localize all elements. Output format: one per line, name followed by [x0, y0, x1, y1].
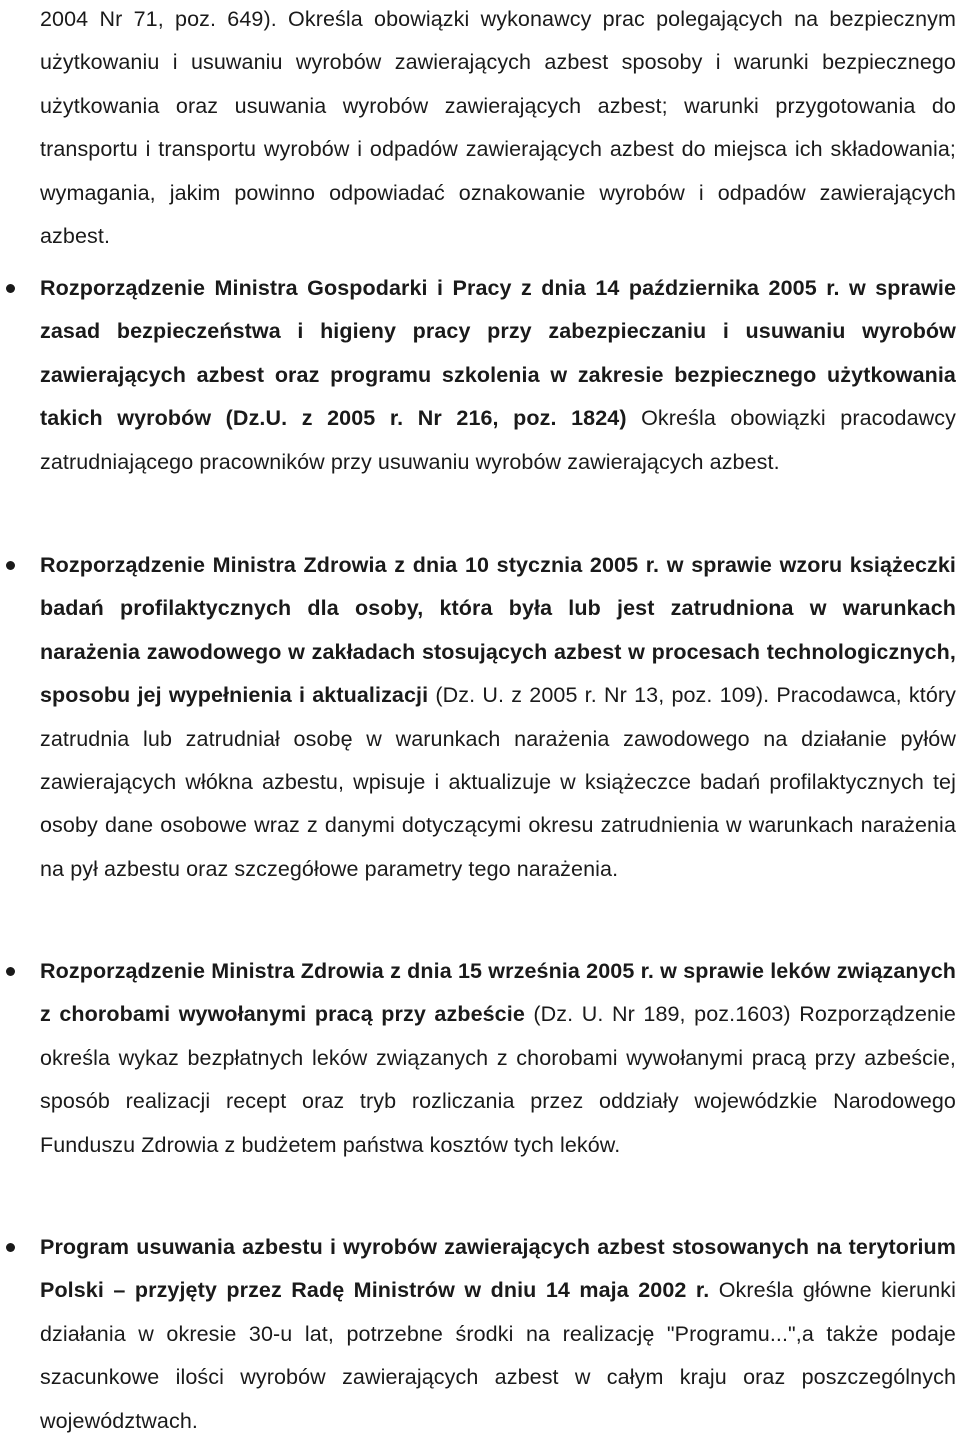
regulation-title: Program usuwania azbestu i wyrobów zawierających azbest stosowanych na terytorium Polski – przyjęty przez Radę Ministrów w dniu 14 maja 2002 r. — [40, 1235, 956, 1303]
list-item — [40, 1226, 956, 1443]
bullet-icon — [6, 284, 15, 293]
regulation-title: Rozporządzenie Ministra Gospodarki i Pracy z dnia 14 października 2005 r. w sprawie zasad bezpieczeństwa i higieny pracy przy zabezpieczaniu i usuwaniu wyrobów zawierających azbest oraz programu szkolenia w zakresie bezpiecznego użytkowania takich wyrobów (Dz.U. z 2005 r. Nr 216, poz. 1824) — [40, 276, 956, 431]
regulation-description: (Dz. U. z 2005 r. Nr 13, poz. 109). Pracodawca, który zatrudnia lub zatrudniał osobę w warunkach narażenia zawodowego na działanie pyłów zawierających włókna azbestu, wpisuje i aktualizuje w książeczce badań profilaktycznych tej osoby dane osobowe wraz z danymi dotyczącymi okresu zatrudnienia w warunkach narażenia na pył azbestu oraz szczegółowe parametry tego narażenia. — [40, 683, 957, 881]
list-item — [40, 267, 956, 484]
bullet-icon — [6, 561, 15, 570]
regulation-description: Określa obowiązki pracodawcy zatrudniającego pracowników przy usuwaniu wyrobów zawierających azbest. — [40, 406, 956, 474]
bullet-icon — [6, 1243, 15, 1252]
regulation-title: Rozporządzenie Ministra Zdrowia z dnia 10 stycznia 2005 r. w sprawie wzoru książeczki badań profilaktycznych dla osoby, która była lub jest zatrudniona w warunkach narażenia zawodowego w zakładach stosujących azbest w procesach technologicznych, sposobu jej wypełnienia i aktualizacji — [40, 553, 956, 708]
bullet-icon — [6, 967, 15, 976]
regulation-description: (Dz. U. Nr 189, poz.1603) Rozporządzenie określa wykaz bezpłatnych leków związanych z chorobami wywołanymi pracą przy azbeście, sposób realizacji recept oraz tryb rozliczania przez oddziały wojewódzkie Narodowego Funduszu Zdrowia z budżetem państwa kosztów tych leków. — [40, 1002, 956, 1157]
regulation-title: Rozporządzenie Ministra Zdrowia z dnia 15 września 2005 r. w sprawie leków związanych z chorobami wywołanymi pracą przy azbeście — [40, 959, 956, 1027]
list-item — [40, 544, 956, 891]
regulation-description: Określa główne kierunki działania w okresie 30-u lat, potrzebne środki na realizację "Programu...",a także podaje szacunkowe ilości wyrobów zawierających azbest w całym kraju oraz poszczególnych województwach. — [40, 1278, 956, 1433]
intro-paragraph: 2004 Nr 71, poz. 649). Określa obowiązki wykonawcy prac polegających na bezpiecznym użytkowaniu i usuwaniu wyrobów zawierających azbest sposoby i warunki bezpiecznego użytkowania oraz usuwania wyrobów zawierających azbest; warunki przygotowania do transportu i transportu wyrobów i odpadów zawierających azbest do miejsca ich składowania; wymagania, jakim powinno odpowiadać oznakowanie wyrobów i odpadów zawierających azbest. — [40, 7, 956, 249]
list-item — [40, 950, 956, 1167]
